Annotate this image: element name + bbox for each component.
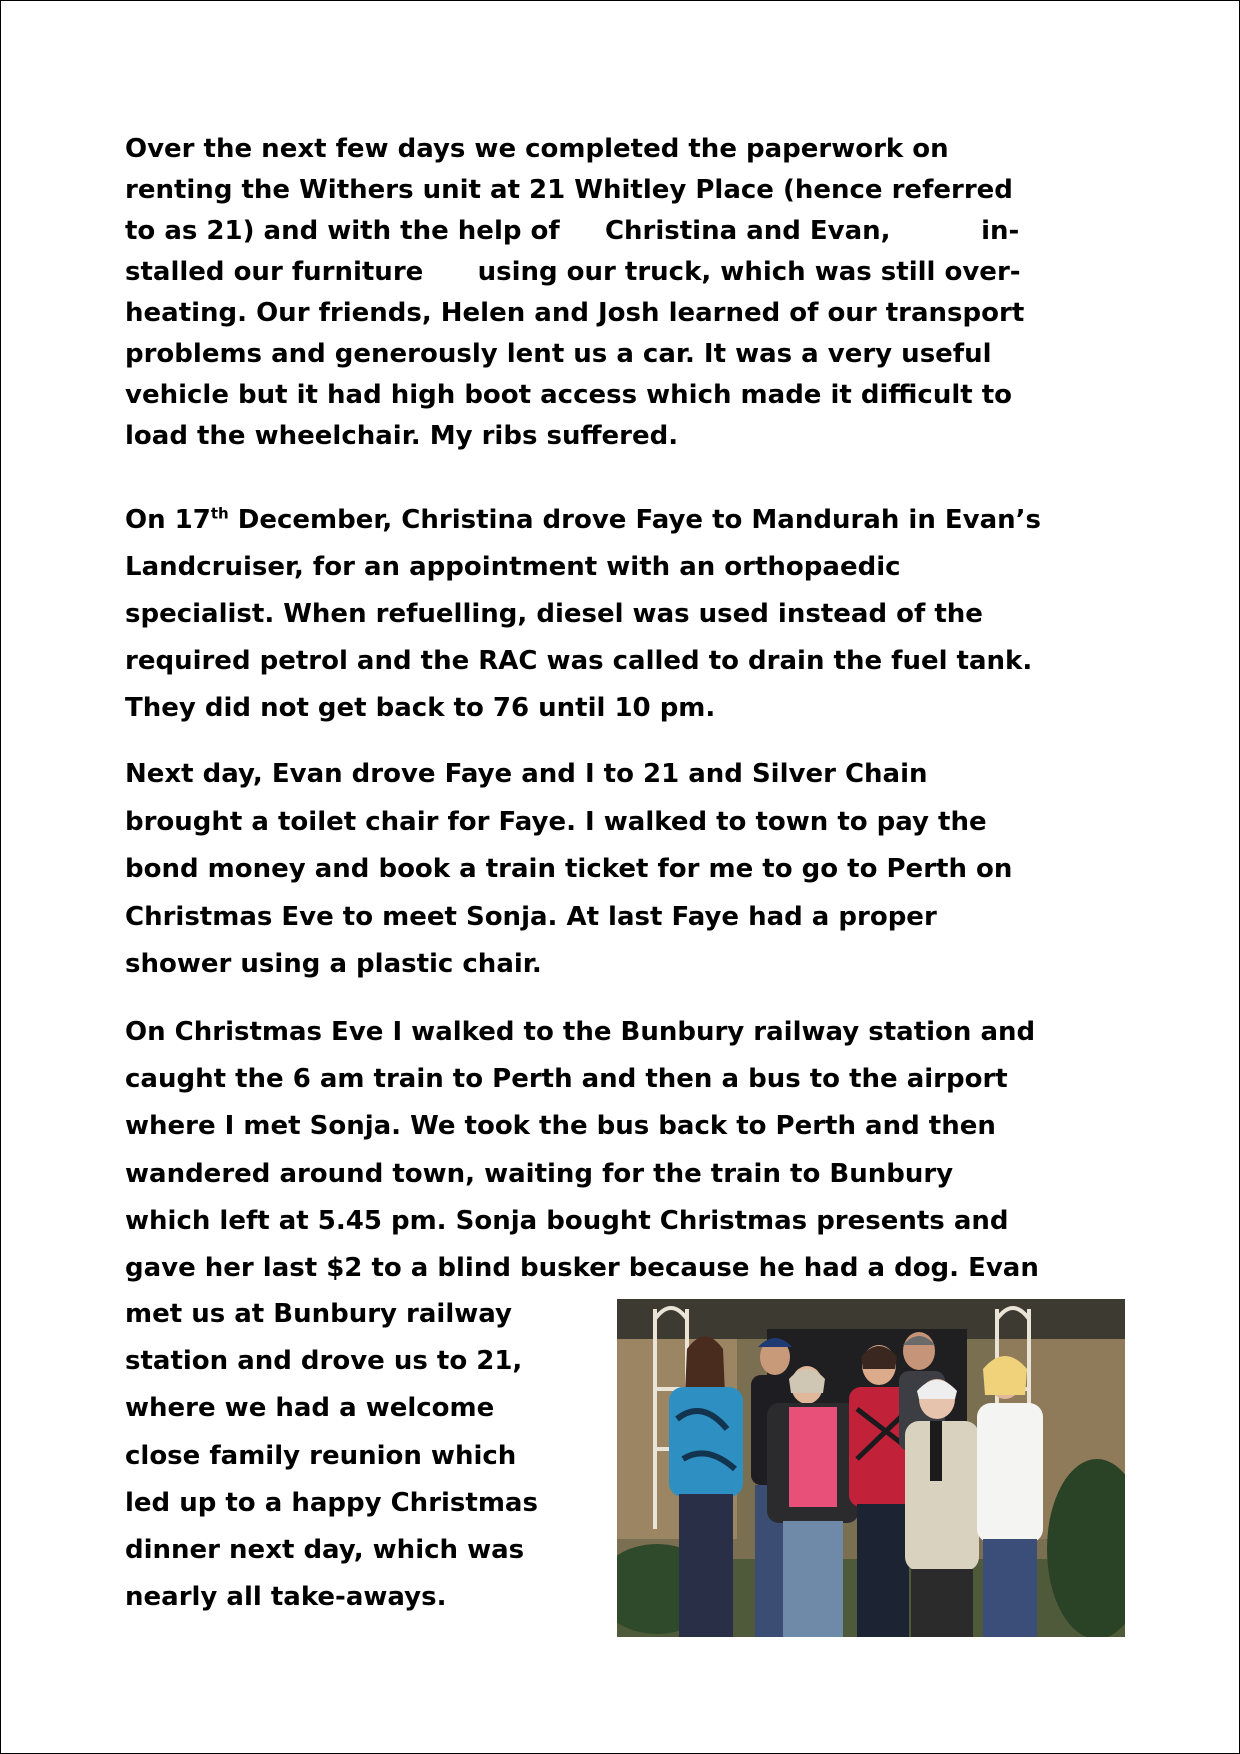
text-line: Next day, Evan drove Faye and I to 21 and Silver Chain [125,759,928,789]
paragraph-4 [125,1009,1039,1292]
text-line: Christmas Eve to meet Sonja. At last Faye had a proper [125,901,937,932]
text-line: close family reunion which [125,1440,517,1471]
text-line [125,497,1041,544]
text-line: caught the 6 am train to Perth and then a bus to the airport [125,1064,1008,1095]
family-group-photo [617,1299,1125,1637]
text-line: heating. Our friends, Helen and Josh learned of our transport [125,298,1025,328]
text-line: load the wheelchair. My ribs suffered. [125,421,679,451]
text-line: required petrol and the RAC was called to drain the fuel tank. [125,646,1033,676]
text-line: Over the next few days we completed the paperwork on [125,134,949,164]
text-segment: December, Christina drove Faye to Mandurah in Evan’s [228,505,1042,535]
text-line: station and drove us to 21, [125,1346,523,1377]
text-line: On Christmas Eve I walked to the Bunbury railway station and [125,1017,1036,1047]
text-line: Landcruiser, for an appointment with an orthopaedic [125,552,901,582]
text-line: led up to a happy Christmas [125,1487,538,1518]
paragraph-5 [125,1291,538,1621]
text-line: brought a toilet chair for Faye. I walked to town to pay the [125,806,987,837]
text-line: to as 21) and with the help of Christina and Evan, in- [125,216,1020,246]
text-line: problems and generously lent us a car. It was a very useful [125,339,992,369]
text-line: met us at Bunbury railway [125,1299,512,1329]
text-line: where we had a welcome [125,1393,495,1424]
ordinal-suffix: th [210,504,229,523]
text-line: where I met Sonja. We took the bus back to Perth and then [125,1111,996,1142]
text-line: nearly all take-aways. [125,1582,447,1613]
paragraph-2 [125,497,1041,732]
text-line: which left at 5.45 pm. Sonja bought Christmas presents and [125,1205,1009,1236]
text-line: bond money and book a train ticket for me to go to Perth on [125,854,1013,884]
text-line: renting the Withers unit at 21 Whitley Place (hence referred [125,175,1013,205]
text-line: dinner next day, which was [125,1535,525,1566]
text-line: vehicle but it had high boot access which made it difficult to [125,380,1013,410]
paragraph-1 [125,129,1024,457]
text-line: specialist. When refuelling, diesel was used instead of the [125,599,983,629]
paragraph-3 [125,751,1012,989]
text-line: wandered around town, waiting for the train to Bunbury [125,1158,954,1189]
text-line: They did not get back to 76 until 10 pm. [125,693,716,723]
text-line: shower using a plastic chair. [125,949,542,979]
text-line: stalled our furniture using our truck, which was still over- [125,257,1021,287]
text-line: gave her last $2 to a blind busker because he had a dog. Evan [125,1253,1039,1284]
text-segment: On 17 [125,505,211,535]
photo-illustration [617,1299,1125,1637]
